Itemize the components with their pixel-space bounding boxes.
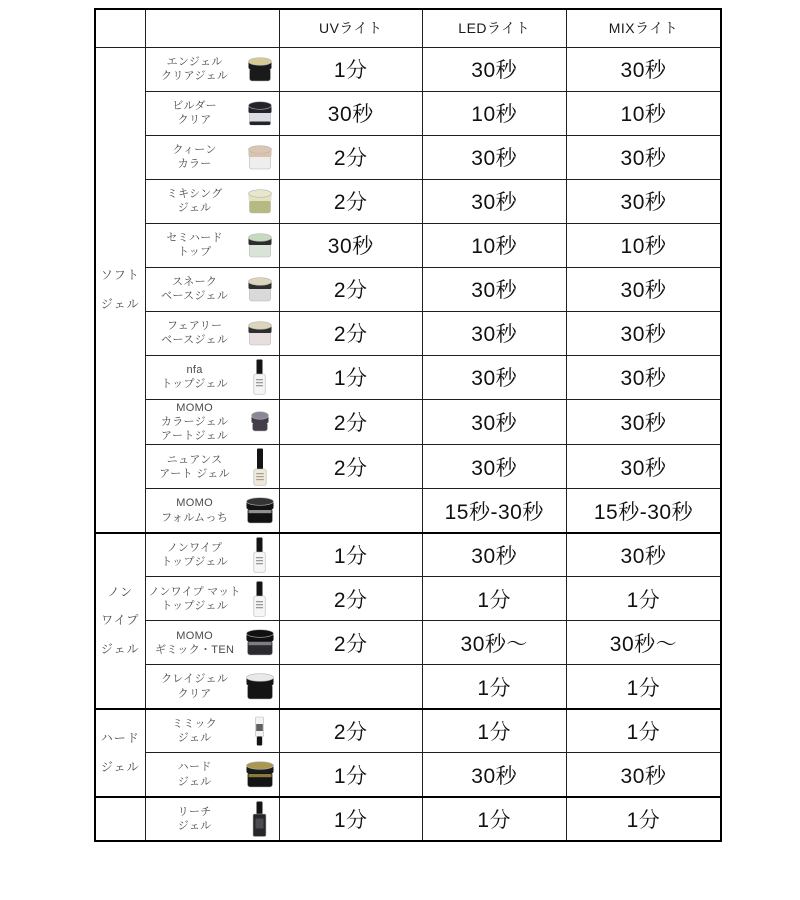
table-row — [95, 399, 721, 445]
product-name-line: アート ジェル — [159, 467, 230, 480]
category-column-header — [95, 9, 145, 47]
product-cell — [145, 445, 279, 489]
gel-jar-icon — [244, 57, 276, 82]
product-name-line: ベースジェル — [161, 334, 229, 346]
product-cell — [145, 797, 279, 841]
category-cell — [95, 47, 145, 533]
time-uv-cell: 30秒 — [279, 223, 422, 267]
category-label-line: ワイプ — [101, 613, 140, 628]
time-led-cell: 30秒 — [422, 135, 566, 179]
product-name-line: ベースジェル — [161, 290, 229, 302]
polish-bottle-icon — [244, 801, 276, 837]
gel-jar-icon — [244, 145, 276, 170]
gel-curing-time-table — [94, 8, 722, 842]
table-row — [95, 311, 721, 355]
polish-bottle-icon — [244, 537, 276, 573]
product-cell — [145, 753, 279, 797]
product-cell — [145, 135, 279, 179]
product-cell — [145, 47, 279, 91]
category-label-line: ジェル — [100, 642, 140, 657]
time-uv-cell: 1分 — [279, 533, 422, 577]
product-name-line: カラージェル — [160, 415, 229, 428]
time-mix-cell: 30秒～ — [566, 621, 721, 665]
product-name — [149, 231, 241, 260]
time-led-cell: 30秒 — [422, 533, 566, 577]
time-mix-cell: 10秒 — [566, 91, 721, 135]
gel-jar-icon — [244, 497, 276, 524]
product-name — [149, 629, 241, 658]
category-cell — [95, 709, 145, 797]
time-led-cell: 10秒 — [422, 223, 566, 267]
category-label-line: ノン — [107, 584, 134, 599]
time-led-cell: 30秒 — [422, 267, 566, 311]
time-uv-cell — [279, 665, 422, 709]
time-uv-cell — [279, 489, 422, 533]
product-name-line: MOMO — [176, 401, 213, 414]
gel-jar-icon — [244, 411, 276, 432]
column-header-uv-light: UVライト — [279, 9, 422, 47]
time-uv-cell: 2分 — [279, 267, 422, 311]
product-name-line: ノンワイプ マット — [148, 585, 241, 598]
time-mix-cell: 15秒-30秒 — [566, 489, 721, 533]
time-uv-cell: 2分 — [279, 577, 422, 621]
product-name-line: カラー — [177, 158, 212, 170]
table-row — [95, 577, 721, 621]
gel-jar-icon — [244, 673, 276, 700]
product-name — [149, 319, 241, 348]
product-name — [149, 55, 241, 84]
time-uv-cell: 30秒 — [279, 91, 422, 135]
time-uv-cell: 2分 — [279, 445, 422, 489]
column-header-mix-light: MIXライト — [566, 9, 721, 47]
polish-bottle-icon — [244, 359, 276, 395]
product-cell — [145, 489, 279, 533]
time-mix-cell: 30秒 — [566, 399, 721, 445]
product-cell — [145, 621, 279, 665]
header-row — [95, 9, 721, 47]
column-header-led-light: LEDライト — [422, 9, 566, 47]
gel-jar-icon — [244, 321, 276, 346]
product-name — [149, 275, 241, 304]
time-uv-cell: 1分 — [279, 797, 422, 841]
time-led-cell: 30秒 — [422, 445, 566, 489]
time-mix-cell: 30秒 — [566, 267, 721, 311]
gel-jar-icon — [244, 189, 276, 214]
product-name — [149, 717, 241, 746]
product-name-line: フェアリー — [166, 319, 223, 332]
product-name-line: クリア — [177, 114, 212, 126]
product-name — [149, 363, 241, 392]
gel-jar-icon — [244, 629, 276, 656]
product-name-line: nfa — [186, 363, 203, 376]
product-name-line: トップジェル — [161, 378, 229, 390]
product-cell — [145, 665, 279, 709]
table-row — [95, 355, 721, 399]
table-row — [95, 709, 721, 753]
time-uv-cell: 1分 — [279, 355, 422, 399]
time-led-cell: 10秒 — [422, 91, 566, 135]
time-led-cell: 30秒 — [422, 311, 566, 355]
category-label — [96, 261, 145, 319]
time-led-cell: 15秒-30秒 — [422, 489, 566, 533]
time-led-cell: 30秒 — [422, 753, 566, 797]
table-header — [95, 9, 721, 47]
time-uv-cell: 2分 — [279, 709, 422, 753]
product-name-line: クレイジェル — [161, 673, 229, 686]
table-row — [95, 223, 721, 267]
product-column-header — [145, 9, 279, 47]
product-name — [149, 99, 241, 128]
category-label — [96, 724, 145, 782]
time-uv-cell: 2分 — [279, 179, 422, 223]
table-row — [95, 665, 721, 709]
time-mix-cell: 1分 — [566, 797, 721, 841]
category-label-line: ジェル — [100, 296, 140, 311]
product-name-line: トップジェル — [161, 556, 229, 569]
time-mix-cell: 30秒 — [566, 533, 721, 577]
gel-jar-icon — [244, 761, 276, 788]
product-name-line: エンジェル — [166, 55, 223, 68]
time-led-cell: 1分 — [422, 797, 566, 841]
time-mix-cell: 1分 — [566, 709, 721, 753]
time-led-cell: 30秒 — [422, 399, 566, 445]
time-mix-cell: 1分 — [566, 577, 721, 621]
product-name — [149, 453, 241, 482]
product-name-line: アートジェル — [160, 430, 229, 443]
polish-bottle-icon — [244, 581, 276, 617]
table-body — [95, 47, 721, 841]
product-cell — [145, 267, 279, 311]
time-mix-cell: 1分 — [566, 665, 721, 709]
product-name-line: ノンワイプ — [166, 541, 223, 554]
product-name-line: フォルムっち — [161, 511, 229, 524]
product-name — [149, 143, 241, 172]
product-name-line: MOMO — [176, 629, 213, 642]
table-row — [95, 797, 721, 841]
time-led-cell: 30秒 — [422, 179, 566, 223]
product-name-line: ミミック — [172, 717, 218, 730]
product-cell — [145, 223, 279, 267]
product-name-line: クィーン — [172, 143, 217, 156]
product-name — [149, 187, 241, 216]
table-row — [95, 753, 721, 797]
time-mix-cell: 30秒 — [566, 445, 721, 489]
time-uv-cell: 2分 — [279, 399, 422, 445]
time-mix-cell: 30秒 — [566, 311, 721, 355]
time-mix-cell: 30秒 — [566, 753, 721, 797]
time-mix-cell: 30秒 — [566, 135, 721, 179]
product-name-line: セミハード — [166, 231, 223, 244]
product-name — [149, 496, 241, 525]
product-name — [149, 401, 241, 444]
table-row — [95, 91, 721, 135]
product-cell — [145, 311, 279, 355]
product-cell — [145, 399, 279, 445]
product-name-line: ジェル — [177, 732, 212, 745]
time-mix-cell: 30秒 — [566, 47, 721, 91]
time-uv-cell: 1分 — [279, 47, 422, 91]
time-led-cell: 1分 — [422, 577, 566, 621]
product-name-line: ハード — [177, 761, 212, 774]
product-cell — [145, 91, 279, 135]
product-cell — [145, 577, 279, 621]
gel-jar-icon — [244, 101, 276, 126]
product-name-line: クリア — [177, 687, 212, 700]
category-label-line: ハード — [100, 731, 140, 746]
time-led-cell: 1分 — [422, 709, 566, 753]
product-name-line: クリアジェル — [161, 70, 229, 82]
product-name-line: ジェル — [177, 819, 212, 832]
table-row — [95, 47, 721, 91]
time-led-cell: 30秒～ — [422, 621, 566, 665]
product-name-line: ミキシング — [166, 187, 223, 200]
time-led-cell: 1分 — [422, 665, 566, 709]
product-name-line: ビルダー — [172, 99, 217, 112]
product-name — [149, 805, 241, 834]
product-name — [149, 541, 241, 570]
table-row — [95, 267, 721, 311]
time-led-cell: 30秒 — [422, 355, 566, 399]
product-name-line: ギミック・TEN — [155, 643, 235, 656]
product-name-line: スネーク — [172, 275, 218, 288]
product-name-line: MOMO — [176, 497, 213, 510]
category-label — [96, 578, 145, 664]
product-name — [149, 672, 241, 701]
product-name-line: トップジェル — [161, 599, 229, 612]
category-cell — [95, 533, 145, 709]
product-name-line: ジェル — [177, 202, 212, 214]
time-led-cell: 30秒 — [422, 47, 566, 91]
product-cell — [145, 709, 279, 753]
product-cell — [145, 533, 279, 577]
product-name — [149, 760, 241, 789]
table-row — [95, 621, 721, 665]
gel-jar-icon — [244, 277, 276, 302]
table-row — [95, 179, 721, 223]
time-mix-cell: 10秒 — [566, 223, 721, 267]
product-name-line: リーチ — [177, 805, 212, 818]
time-uv-cell: 2分 — [279, 135, 422, 179]
table-row — [95, 135, 721, 179]
table-row — [95, 533, 721, 577]
gel-tube-icon — [244, 716, 276, 746]
product-name — [149, 585, 241, 614]
table-row — [95, 445, 721, 489]
time-uv-cell: 2分 — [279, 621, 422, 665]
product-cell — [145, 179, 279, 223]
time-mix-cell: 30秒 — [566, 355, 721, 399]
category-label-line: ジェル — [100, 759, 140, 774]
time-uv-cell: 1分 — [279, 753, 422, 797]
polish-bottle-icon — [244, 448, 276, 486]
time-mix-cell: 30秒 — [566, 179, 721, 223]
time-uv-cell: 2分 — [279, 311, 422, 355]
product-name-line: ジェル — [177, 775, 212, 788]
product-name-line: ニュアンス — [166, 453, 223, 466]
gel-jar-icon — [244, 233, 276, 258]
category-cell — [95, 797, 145, 841]
table-row — [95, 489, 721, 533]
category-label-line: ソフト — [100, 267, 140, 282]
product-cell — [145, 355, 279, 399]
product-name-line: トップ — [177, 246, 212, 258]
